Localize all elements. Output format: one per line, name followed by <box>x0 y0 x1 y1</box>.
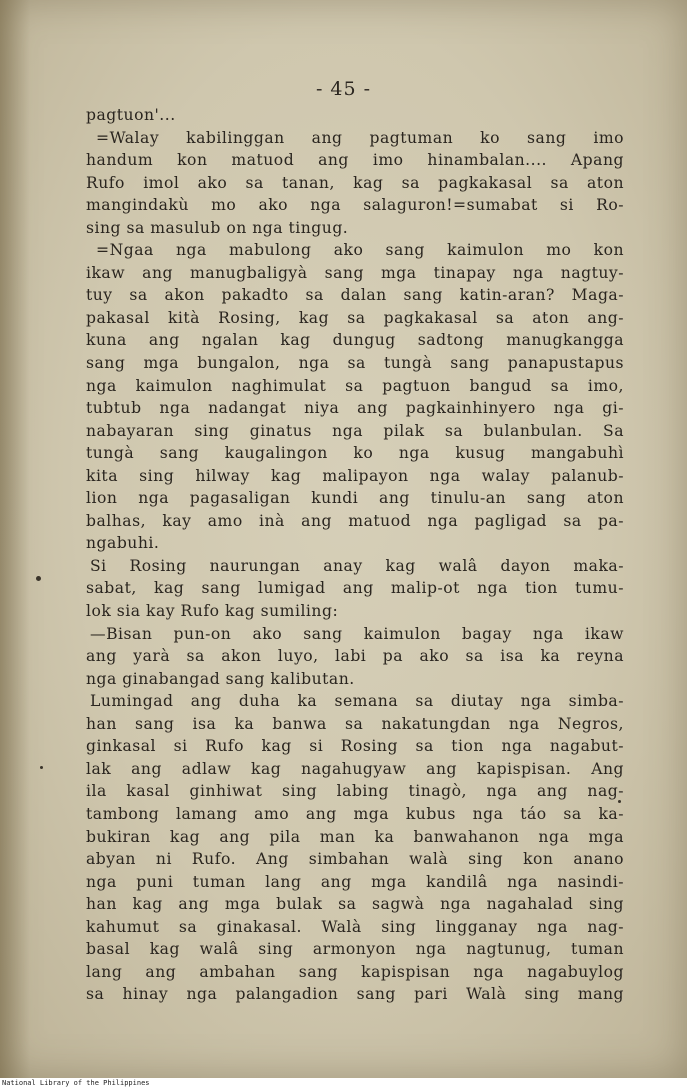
text-line: basal kag walâ sing armonyon nga nagtunug, tuman <box>86 940 624 959</box>
text-line: —Bisan pun-on ako sang kaimulon bagay nga ikaw <box>90 624 624 643</box>
text-line: han sang isa ka banwa sa nakatungdan nga Negros, <box>86 714 624 733</box>
text-line: nga kaimulon naghimulat sa pagtuon bangud sa imo, <box>86 376 624 395</box>
text-line: bukiran kag ang pila man ka banwahanon nga mga <box>86 827 624 846</box>
text-line: ang yarà sa akon luyo, labi pa ako sa isa ka reyna <box>86 647 624 666</box>
text-line: nga ginabangad sang kalibutan. <box>86 669 355 688</box>
text-line: ila kasal ginhiwat sing labing tinagò, nga ang nag- <box>86 782 624 801</box>
text-line: handum kon matuod ang imo hinambalan.... Apang <box>86 151 624 170</box>
text-line: ikaw ang manugbaligyà sang mga tinapay nga nagtuy- <box>86 263 624 282</box>
text-line: Rufo imol ako sa tanan, kag sa pagkakasal sa aton <box>86 173 624 192</box>
text-line: nga puni tuman lang ang mga kandilâ nga nasindi- <box>86 872 624 891</box>
text-line: =Walay kabilinggan ang pagtuman ko sang imo <box>96 128 624 147</box>
page-number: - 45 - <box>315 78 372 100</box>
text-line: han kag ang mga bulak sa sagwà nga nagahalad sing <box>86 895 624 914</box>
text-line: pagtuon'... <box>86 106 176 124</box>
text-line: lion nga pagasaligan kundi ang tinulu-an sang aton <box>86 489 624 508</box>
text-line: tungà sang kaugalingon ko nga kusug mangabuhì <box>86 444 624 463</box>
text-line: nabayaran sing ginatus nga pilak sa bulanbulan. Sa <box>86 421 624 440</box>
library-footer: National Library of the Philippines <box>2 1079 150 1087</box>
paper-speck <box>36 576 41 581</box>
text-line: ginkasal si Rufo kag si Rosing sa tion nga nagabut- <box>86 737 624 756</box>
text-line: lak ang adlaw kag nagahugyaw ang kapispisan. Ang <box>86 759 624 778</box>
text-line: tubtub nga nadangat niya ang pagkainhinyero nga gi- <box>86 399 624 418</box>
text-line: pakasal kità Rosing, kag sa pagkakasal sa aton ang- <box>86 308 624 327</box>
page-spine-shadow <box>0 0 30 1078</box>
text-line: tuy sa akon pakadto sa dalan sang katin-aran? Maga- <box>86 286 624 305</box>
text-line: sing sa masulub on nga tingug. <box>86 218 349 237</box>
text-line: mangindakù mo ako nga salaguron!=sumabat si Ro- <box>86 196 624 215</box>
text-line: sa hinay nga palangadion sang pari Walà sing mang <box>86 985 624 1004</box>
text-line: abyan ni Rufo. Ang simbahan walà sing kon anano <box>86 850 624 869</box>
text-line: sang mga bungalon, nga sa tungà sang panapustapus <box>86 354 624 373</box>
body-text <box>86 104 624 1006</box>
text-line: Si Rosing naurungan anay kag walâ dayon maka- <box>90 556 624 575</box>
text-line: sabat, kag sang lumigad ang malip-ot nga tion tumu- <box>86 579 624 598</box>
text-line: kita sing hilway kag malipayon nga walay palanub- <box>86 466 624 485</box>
text-line: Lumingad ang duha ka semana sa diutay nga simba- <box>90 692 624 711</box>
text-line: tambong lamang amo ang mga kubus nga táo sa ka- <box>86 804 624 823</box>
text-line: lang ang ambahan sang kapispisan nga nagabuylog <box>86 962 624 981</box>
text-line: balhas, kay amo inà ang matuod nga pagligad sa pa- <box>86 511 624 530</box>
text-line: kahumut sa ginakasal. Walà sing lingganay nga nag- <box>86 917 624 936</box>
paper-speck <box>40 766 43 769</box>
text-line: ngabuhi. <box>86 534 160 553</box>
text-line: kuna ang ngalan kag dungug sadtong manugkangga <box>86 331 624 350</box>
text-line: lok sia kay Rufo kag sumiling: <box>86 602 339 621</box>
text-line: =Ngaa nga mabulong ako sang kaimulon mo kon <box>96 241 624 260</box>
paper-speck <box>618 800 621 803</box>
